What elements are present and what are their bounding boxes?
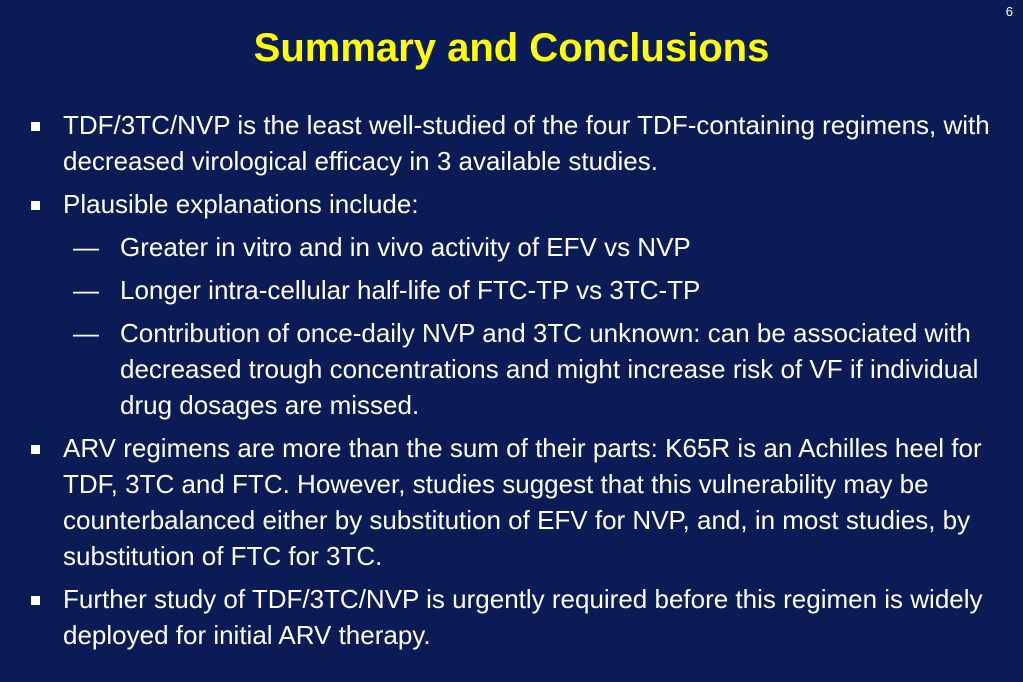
dash-bullet-icon: — [73, 232, 99, 262]
bullet-text: Plausible explanations include: [63, 189, 419, 219]
bullet-list [0, 107, 1023, 660]
page-number: 6 [1005, 4, 1013, 19]
square-bullet-icon [31, 596, 40, 605]
slide-title: Summary and Conclusions [253, 26, 770, 70]
sub-bullet-item [0, 229, 1023, 265]
bullet-item [0, 107, 1023, 179]
bullet-item [0, 430, 1023, 574]
square-bullet-icon [31, 122, 40, 131]
sub-bullet-item [0, 315, 1023, 423]
bullet-text: TDF/3TC/NVP is the least well-studied of the four TDF-containing regimens, with decreased virological efficacy in 3 available studies. [63, 110, 990, 176]
sub-bullet-text: Greater in vitro and in vivo activity of EFV vs NVP [120, 232, 691, 262]
square-bullet-icon [31, 445, 40, 454]
square-bullet-icon [31, 201, 40, 210]
dash-bullet-icon: — [73, 318, 99, 348]
sub-bullet-text: Longer intra-cellular half-life of FTC-TP vs 3TC-TP [120, 275, 701, 305]
bullet-text: Further study of TDF/3TC/NVP is urgently required before this regimen is widely deployed for initial ARV therapy. [63, 584, 983, 650]
bullet-item [0, 581, 1023, 653]
bullet-item [0, 186, 1023, 222]
sub-bullet-text: Contribution of once-daily NVP and 3TC unknown: can be associated with decreased trough concentrations and might increase risk of VF if individual drug dosages are missed. [120, 318, 979, 420]
dash-bullet-icon: — [73, 275, 99, 305]
sub-bullet-item [0, 272, 1023, 308]
bullet-text: ARV regimens are more than the sum of their parts: K65R is an Achilles heel for TDF, 3TC and FTC. However, studies suggest that this vulnerability may be counterbalanced either by substitution of EFV for NVP, and, in most studies, by substitution of FTC for 3TC. [63, 433, 982, 571]
